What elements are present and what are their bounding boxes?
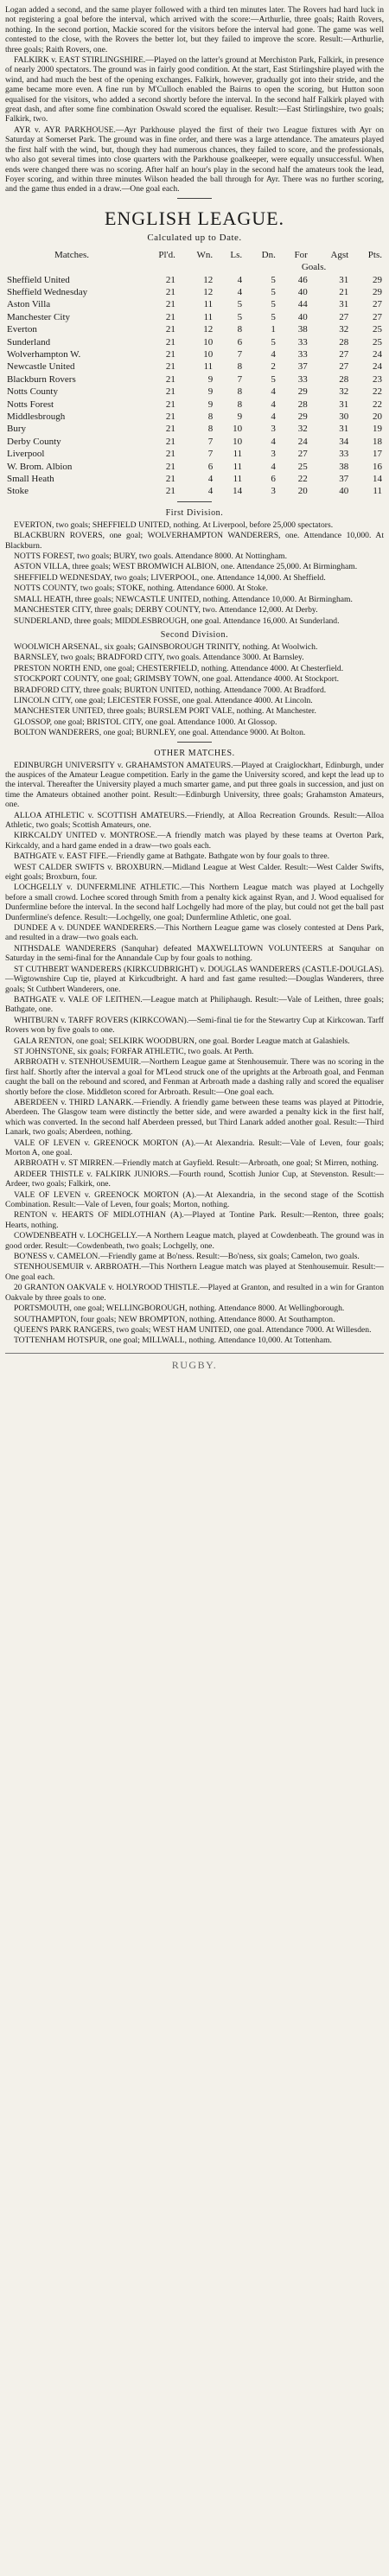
result-paragraph: EVERTON, two goals; SHEFFIELD UNITED, nothing. At Liverpool, before 25,000 spectators. xyxy=(14,520,334,530)
stat-cell: 5 xyxy=(271,274,276,285)
stat-cell: 38 xyxy=(297,324,308,335)
stat-cell: 30 xyxy=(339,411,349,422)
club-name: Everton xyxy=(7,324,37,335)
header-matches: Matches. xyxy=(54,249,89,260)
other-matches-reports xyxy=(5,761,384,1346)
table-row xyxy=(5,448,384,460)
result-paragraph: NOTTS FOREST, two goals; BURY, two goals. Attendance 8000. At Nottingham. xyxy=(14,552,287,562)
club-name: Sheffield Wednesday xyxy=(7,286,88,297)
stat-cell: 27 xyxy=(297,449,308,460)
result-paragraph: NITHSDALE WANDERERS (Sanquhar) defeated MAXWELLTOWN VOLUNTEERS at Sanquhar on Saturday in the semi-final for the Annandale Cup by four goals to nothing. xyxy=(5,943,384,964)
result-paragraph: LINCOLN CITY, one goal; LEICESTER FOSSE, one goal. Attendance 4000. At Lincoln. xyxy=(14,695,313,705)
stat-cell: 28 xyxy=(339,373,349,385)
result-paragraph: LOCHGELLY v. DUNFERMLINE ATHLETIC.—This Northern League match was played at Lochgelly before a small crowd. Lochee scored through Smith from a penalty kick against Ryan, and J. Wood equalised for Dunfermline before the interval. In the second half Lochgelly had more of the play, but could not get the ball past Dunfermline's defence. Result:—Lochgelly, one goal; Dunfermline Athletic, one goal. xyxy=(5,883,384,922)
stat-cell: 3 xyxy=(271,449,276,460)
stat-cell: 22 xyxy=(373,386,382,398)
result-paragraph: ASTON VILLA, three goals; WEST BROMWICH ALBION, one. Attendance 25,000. At Birmingham. xyxy=(14,562,358,572)
result-paragraph: SUNDERLAND, three goals; MIDDLESBROUGH, one goal. Attendance 16,000. At Sunderland. xyxy=(14,615,340,626)
stat-cell: 28 xyxy=(339,336,349,348)
stat-cell: 23 xyxy=(373,373,382,385)
stat-cell: 4 xyxy=(237,286,243,297)
stat-cell: 4 xyxy=(237,274,243,285)
league-header-row-goals xyxy=(5,261,384,273)
stat-cell: 8 xyxy=(237,386,243,398)
result-paragraph: MANCHESTER CITY, three goals; DERBY COUNTY, two. Attendance 12,000. At Derby. xyxy=(14,605,318,615)
result-paragraph: ST CUTHBERT WANDERERS (KIRKCUDBRIGHT) v. DOUGLAS WANDERERS (CASTLE-DOUGLAS).—Wigtownshire Cup tie, played at Kirkcudbright. A hard and fast game resulted:—Douglas Wanderers, three goals; St Cuthbert Wanderers, one. xyxy=(5,964,384,994)
intro-paragraph: FALKIRK v. EAST STIRLINGSHIRE.—Played on the latter's ground at Merchiston Park, Falkirk, in presence of nearly 2000 spectators. The ground was in fairly good condition. At the start, East Stirlingshire played with the wind, and had much the best of the opening exchanges. Falkirk, however, gradually got into their stride, and the game became more even. A fine run by M'Culloch enabled the Bairns to open the scoring, but Hutton soon equalised for the visitors, who added a second shortly before the interval. In the second half Falkirk played with great dash, and after some fine combination Oswald scored the equaliser. Result:—East Stirlingshire, two goals; Falkirk, two. xyxy=(5,55,384,124)
stat-cell: 29 xyxy=(297,386,308,398)
stat-cell: 11 xyxy=(373,486,382,497)
table-row xyxy=(5,298,384,310)
result-paragraph: KIRKCALDY UNITED v. MONTROSE.—A friendly match was played by these teams at Overton Park, Kirkcaldy, and a hard game ended in a draw—two goals each. xyxy=(5,831,384,851)
intro-paragraph: AYR v. AYR PARKHOUSE.—Ayr Parkhouse played the first of their two League fixtures with Ayr on Saturday at Somerset Park. The ground was in fine order, and there was a large attendance. The amateurs played the first half with the wind, but, though they had numerous chances, they failed to score, and the professionals, who also got several times into close quarters with the Parkhouse goalkeeper, were equally unsuccessful. When ends were changed there was no scoring. After half an hour's play in the second half the amateurs took the lead, Foyer scoring, and within three minutes Wilson headed the ball through for Ayr. There was no further scoring, and the game thus ended in a draw.—One goal each. xyxy=(5,124,384,194)
stat-cell: 10 xyxy=(233,436,243,447)
result-paragraph: BLACKBURN ROVERS, one goal; WOLVERHAMPTON WANDERERS, one. Attendance 10,000. At Blackburn. xyxy=(5,531,384,551)
stat-cell: 7 xyxy=(237,373,243,385)
stat-cell: 12 xyxy=(203,324,214,335)
stat-cell: 5 xyxy=(271,299,276,310)
club-name: Wolverhampton W. xyxy=(7,348,81,360)
result-paragraph: ALLOA ATHLETIC v. SCOTTISH AMATEURS.—Friendly, at Alloa Recreation Grounds. Result:—Alloa Athletic, two goals; Scottish Amateurs, one. xyxy=(5,810,384,830)
stat-cell: 10 xyxy=(233,424,243,435)
stat-cell: 6 xyxy=(237,336,243,348)
stat-cell: 37 xyxy=(297,361,308,373)
stat-cell: 33 xyxy=(339,449,349,460)
result-paragraph: VALE OF LEVEN v. GREENOCK MORTON (A).—At Alexandria, in the second stage of the Scottish Combination. Result:—Vale of Leven, four goals; Morton, nothing. xyxy=(5,1189,384,1210)
stat-cell: 8 xyxy=(207,411,214,422)
result-paragraph: BATHGATE v. VALE OF LEITHEN.—League match at Philiphaugh. Result:—Vale of Leithen, three goals; Bathgate, one. xyxy=(5,994,384,1015)
stat-cell: 21 xyxy=(165,274,175,285)
stat-cell: 11 xyxy=(233,449,243,460)
club-name: Aston Villa xyxy=(7,299,51,310)
intro-section xyxy=(5,5,384,194)
stat-cell: 21 xyxy=(165,311,175,322)
stat-cell: 4 xyxy=(271,461,276,472)
second-division-results xyxy=(5,642,384,738)
club-name: Sheffield United xyxy=(7,274,70,285)
result-paragraph: STOCKPORT COUNTY, one goal; GRIMSBY TOWN, one goal. Attendance 4000. At Stockport. xyxy=(14,674,340,685)
stat-cell: 27 xyxy=(339,311,349,322)
header-played: Pl'd. xyxy=(158,249,175,260)
stat-cell: 25 xyxy=(373,336,382,348)
stat-cell: 5 xyxy=(271,373,276,385)
stat-cell: 12 xyxy=(203,286,214,297)
intro-paragraph: Logan added a second, and the same player followed with a third ten minutes later. The Rovers had hard luck in not registering a goal before the interval, which arrived with the score:—Arthurlie, three goals; Raith Rovers, nothing. In the second portion, Mackie scored for the visitors before the interval had gone. The game was well contested to the close, with the Rovers the better lot, but they failed to improve the score. Result:—Arthurlie, three goals; Raith Rovers, one. xyxy=(5,5,384,54)
stat-cell: 37 xyxy=(339,474,349,485)
stat-cell: 21 xyxy=(165,336,175,348)
stat-cell: 20 xyxy=(297,486,308,497)
result-paragraph: SHEFFIELD WEDNESDAY, two goals; LIVERPOOL, one. Attendance 14,000. At Sheffield. xyxy=(14,572,326,583)
stat-cell: 21 xyxy=(165,424,175,435)
header-lost: Ls. xyxy=(230,249,243,260)
club-name: Notts County xyxy=(7,386,58,398)
table-row xyxy=(5,436,384,448)
stat-cell: 31 xyxy=(339,299,349,310)
stat-cell: 25 xyxy=(373,324,382,335)
stat-cell: 9 xyxy=(207,386,214,398)
stat-cell: 27 xyxy=(373,299,382,310)
header-won: Wn. xyxy=(196,249,214,260)
result-paragraph: ARBROATH v. ST MIRREN.—Friendly match at Gayfield. Result:—Arbroath, one goal; St Mirren, nothing. xyxy=(14,1158,379,1169)
result-paragraph: ABERDEEN v. THIRD LANARK.—Friendly. A friendly game between these teams was played at Pittodrie, Aberdeen. The Glasgow team were distinctly the better side, and were awarded a penalty kick in the first half, which was converted. In the second half Aberdeen pressed, but Third Lanark added another goal. Result:—Third Lanark, two goals; Aberdeen, nothing. xyxy=(5,1097,384,1138)
table-row xyxy=(5,485,384,497)
stat-cell: 21 xyxy=(165,286,175,297)
result-paragraph: BRADFORD CITY, three goals; BURTON UNITED, nothing. Attendance 7000. At Bradford. xyxy=(14,685,327,695)
stat-cell: 14 xyxy=(373,474,382,485)
header-for: For xyxy=(294,249,308,260)
club-name: Manchester City xyxy=(7,311,71,322)
stat-cell: 28 xyxy=(297,399,308,410)
stat-cell: 5 xyxy=(271,286,276,297)
result-paragraph: RENTON v. HEARTS OF MIDLOTHIAN (A).—Played at Tontine Park. Result:—Renton, three goals; Hearts, nothing. xyxy=(5,1210,384,1230)
stat-cell: 7 xyxy=(237,348,243,360)
table-row xyxy=(5,386,384,398)
stat-cell: 24 xyxy=(297,436,308,447)
header-drawn: Dn. xyxy=(261,249,276,260)
result-paragraph: COWDENBEATH v. LOCHGELLY.—A Northern League match, played at Cowdenbeath. The ground was in good order. Result:—Cowdenbeath, two goals; Lochgelly, one. xyxy=(5,1231,384,1251)
result-paragraph: BATHGATE v. EAST FIFE.—Friendly game at Bathgate. Bathgate won by four goals to three. xyxy=(14,851,330,862)
club-name: Sunderland xyxy=(7,336,51,348)
league-title: ENGLISH LEAGUE. xyxy=(104,207,285,229)
stat-cell: 38 xyxy=(339,461,349,472)
result-paragraph: 20 GRANTON OAKVALE v. HOLYROOD THISTLE.—Played at Granton, and resulted in a win for Granton Oakvale by three goals to one. xyxy=(5,1283,384,1303)
stat-cell: 8 xyxy=(237,399,243,410)
league-header-row xyxy=(5,249,384,261)
stat-cell: 22 xyxy=(297,474,308,485)
header-goals: Goals. xyxy=(301,262,327,273)
stat-cell: 4 xyxy=(271,386,276,398)
stat-cell: 21 xyxy=(165,324,175,335)
table-row xyxy=(5,311,384,323)
club-name: Derby County xyxy=(7,436,61,447)
club-name: Blackburn Rovers xyxy=(7,373,76,385)
stat-cell: 1 xyxy=(271,324,276,335)
stat-cell: 21 xyxy=(165,386,175,398)
club-name: Bury xyxy=(7,424,26,435)
stat-cell: 21 xyxy=(165,449,175,460)
result-paragraph: TOTTENHAM HOTSPUR, one goal; MILLWALL, nothing. Attendance 10,000. At Tottenham. xyxy=(14,1336,332,1346)
stat-cell: 12 xyxy=(203,274,214,285)
stat-cell: 34 xyxy=(339,436,349,447)
second-division-heading: Second Division. xyxy=(160,629,229,640)
stat-cell: 40 xyxy=(297,311,308,322)
stat-cell: 32 xyxy=(297,424,308,435)
stat-cell: 4 xyxy=(271,348,276,360)
header-against: Agst xyxy=(330,249,349,260)
stat-cell: 3 xyxy=(271,486,276,497)
stat-cell: 11 xyxy=(203,311,214,322)
section-divider xyxy=(177,501,212,502)
first-division-heading: First Division. xyxy=(165,507,224,518)
stat-cell: 16 xyxy=(373,461,382,472)
result-paragraph: WOOLWICH ARSENAL, six goals; GAINSBOROUGH TRINITY, nothing. At Woolwich. xyxy=(14,641,318,652)
table-row xyxy=(5,423,384,435)
rugby-heading: RUGBY. xyxy=(171,1358,218,1371)
club-name: Stoke xyxy=(7,486,29,497)
section-divider xyxy=(177,742,212,743)
stat-cell: 27 xyxy=(339,361,349,373)
stat-cell: 22 xyxy=(373,399,382,410)
stat-cell: 7 xyxy=(207,436,214,447)
stat-cell: 9 xyxy=(207,373,214,385)
result-paragraph: EDINBURGH UNIVERSITY v. GRAHAMSTON AMATEURS.—Played at Craiglockhart, Edinburgh, under the auspices of the Amateur League competition. Early in the game the University scored, and kept the lead up to the interval. Thereafter the University played a much smarter game, and put three goals in succession, and just on time the Amateurs obtained another point. Result:—Edinburgh University, three goals; Grahamston Amateurs, one. xyxy=(5,760,384,810)
result-paragraph: BARNSLEY, two goals; BRADFORD CITY, two goals. Attendance 3000. At Barnsley. xyxy=(14,653,304,663)
stat-cell: 21 xyxy=(165,373,175,385)
table-row xyxy=(5,461,384,473)
stat-cell: 29 xyxy=(297,411,308,422)
stat-cell: 2 xyxy=(271,361,276,373)
header-points: Pts. xyxy=(367,249,382,260)
result-paragraph: VALE OF LEVEN v. GREENOCK MORTON (A).—At Alexandria. Result:—Vale of Leven, four goals; Morton A, one goal. xyxy=(5,1138,384,1157)
stat-cell: 7 xyxy=(207,449,214,460)
club-name: W. Brom. Albion xyxy=(7,461,73,472)
other-matches-heading: OTHER MATCHES. xyxy=(154,748,235,758)
table-row xyxy=(5,323,384,335)
club-name: Notts Forest xyxy=(7,399,54,410)
table-row xyxy=(5,399,384,411)
stat-cell: 21 xyxy=(165,348,175,360)
stat-cell: 27 xyxy=(373,311,382,322)
stat-cell: 11 xyxy=(203,361,214,373)
league-table xyxy=(5,249,384,498)
stat-cell: 20 xyxy=(373,411,382,422)
stat-cell: 9 xyxy=(207,399,214,410)
table-row xyxy=(5,360,384,373)
stat-cell: 18 xyxy=(373,436,382,447)
result-paragraph: WEST CALDER SWIFTS v. BROXBURN.—Midland League at West Calder. Result:—West Calder Swifts, eight goals; Broxburn, four. xyxy=(5,862,384,883)
result-paragraph: SMALL HEATH, three goals; NEWCASTLE UNITED, nothing. Attendance 10,000. At Birmingham. xyxy=(14,594,353,604)
result-paragraph: GLOSSOP, one goal; BRISTOL CITY, one goal. Attendance 1000. At Glossop. xyxy=(14,717,277,727)
stat-cell: 6 xyxy=(207,461,214,472)
stat-cell: 4 xyxy=(271,399,276,410)
stat-cell: 9 xyxy=(237,411,243,422)
table-row xyxy=(5,411,384,423)
table-row xyxy=(5,274,384,286)
stat-cell: 21 xyxy=(339,286,349,297)
section-divider xyxy=(5,1353,384,1354)
stat-cell: 5 xyxy=(271,336,276,348)
stat-cell: 4 xyxy=(207,474,214,485)
stat-cell: 14 xyxy=(233,486,243,497)
stat-cell: 5 xyxy=(237,299,243,310)
stat-cell: 31 xyxy=(339,424,349,435)
stat-cell: 5 xyxy=(271,311,276,322)
result-paragraph: PORTSMOUTH, one goal; WELLINGBOROUGH, nothing. Attendance 8000. At Wellingborough. xyxy=(14,1304,345,1314)
stat-cell: 11 xyxy=(233,461,243,472)
stat-cell: 46 xyxy=(297,274,308,285)
stat-cell: 29 xyxy=(373,274,382,285)
club-name: Small Heath xyxy=(7,474,54,485)
result-paragraph: MANCHESTER UNITED, three goals; BURSLEM PORT VALE, nothing. At Manchester. xyxy=(14,706,316,717)
stat-cell: 32 xyxy=(339,324,349,335)
stat-cell: 3 xyxy=(271,424,276,435)
stat-cell: 4 xyxy=(271,436,276,447)
stat-cell: 21 xyxy=(165,411,175,422)
stat-cell: 32 xyxy=(339,386,349,398)
stat-cell: 11 xyxy=(203,299,214,310)
club-name: Liverpool xyxy=(7,449,45,460)
result-paragraph: QUEEN'S PARK RANGERS, two goals; WEST HAM UNITED, one goal. Attendance 7000. At Willesden. xyxy=(14,1324,372,1335)
stat-cell: 33 xyxy=(297,348,308,360)
table-row xyxy=(5,336,384,348)
stat-cell: 33 xyxy=(297,336,308,348)
stat-cell: 11 xyxy=(233,474,243,485)
stat-cell: 8 xyxy=(237,324,243,335)
stat-cell: 21 xyxy=(165,436,175,447)
stat-cell: 21 xyxy=(165,474,175,485)
club-name: Middlesbrough xyxy=(7,411,66,422)
stat-cell: 24 xyxy=(373,348,382,360)
stat-cell: 21 xyxy=(165,299,175,310)
table-row xyxy=(5,373,384,386)
result-paragraph: DUNDEE A v. DUNDEE WANDERERS.—This Northern League game was closely contested at Dens Park, and resulted in a draw—two goals each. xyxy=(5,923,384,943)
table-row xyxy=(5,348,384,360)
stat-cell: 17 xyxy=(373,449,382,460)
stat-cell: 19 xyxy=(373,424,382,435)
result-paragraph: WHITBURN v. TARFF ROVERS (KIRKCOWAN).—Semi-final tie for the Stewartry Cup at Kirkcowan. Tarff Rovers won by five goals to one. xyxy=(5,1015,384,1036)
stat-cell: 29 xyxy=(373,286,382,297)
result-paragraph: GALA RENTON, one goal; SELKIRK WOODBURN, one goal. Border League match at Galashiels. xyxy=(14,1036,350,1046)
stat-cell: 24 xyxy=(373,361,382,373)
result-paragraph: STENHOUSEMUIR v. ARBROATH.—This Northern League match was played at Stenhousemuir. Result:—One goal each. xyxy=(5,1262,384,1282)
stat-cell: 8 xyxy=(207,424,214,435)
result-paragraph: BO'NESS v. CAMELON.—Friendly game at Bo'ness. Result:—Bo'ness, six goals; Camelon, two goals. xyxy=(14,1252,360,1262)
table-row xyxy=(5,286,384,298)
stat-cell: 25 xyxy=(297,461,308,472)
result-paragraph: SOUTHAMPTON, four goals; NEW BROMPTON, nothing. Attendance 8000. At Southampton. xyxy=(14,1314,335,1324)
result-paragraph: NOTTS COUNTY, two goals; STOKE, nothing. Attendance 6000. At Stoke. xyxy=(14,583,268,594)
first-division-results xyxy=(5,520,384,626)
stat-cell: 21 xyxy=(165,399,175,410)
stat-cell: 5 xyxy=(237,311,243,322)
stat-cell: 40 xyxy=(297,286,308,297)
result-paragraph: ST JOHNSTONE, six goals; FORFAR ATHLETIC, two goals. At Perth. xyxy=(14,1046,254,1056)
stat-cell: 4 xyxy=(207,486,214,497)
stat-cell: 21 xyxy=(165,361,175,373)
stat-cell: 31 xyxy=(339,274,349,285)
stat-cell: 21 xyxy=(165,461,175,472)
result-paragraph: BOLTON WANDERERS, one goal; BURNLEY, one goal. Attendance 9000. At Bolton. xyxy=(14,728,306,738)
stat-cell: 21 xyxy=(165,486,175,497)
result-paragraph: ARDEER THISTLE v. FALKIRK JUNIORS.—Fourth round, Scottish Junior Cup, at Stevenston. Result:—Ardeer, two goals; Falkirk, one. xyxy=(5,1169,384,1189)
club-name: Newcastle United xyxy=(7,361,75,373)
league-table-body xyxy=(5,274,384,498)
stat-cell: 4 xyxy=(271,411,276,422)
stat-cell: 31 xyxy=(339,399,349,410)
league-subtitle: Calculated up to Date. xyxy=(147,232,242,243)
table-row xyxy=(5,473,384,485)
stat-cell: 10 xyxy=(203,336,214,348)
stat-cell: 27 xyxy=(339,348,349,360)
stat-cell: 44 xyxy=(297,299,308,310)
result-paragraph: PRESTON NORTH END, one goal; CHESTERFIELD, nothing. Attendance 4000. At Chesterfield. xyxy=(14,663,344,673)
stat-cell: 10 xyxy=(203,348,214,360)
stat-cell: 6 xyxy=(271,474,276,485)
section-divider xyxy=(177,198,212,199)
stat-cell: 8 xyxy=(237,361,243,373)
stat-cell: 33 xyxy=(297,373,308,385)
result-paragraph: ARBROATH v. STENHOUSEMUIR.—Northern League game at Stenhousemuir. There was no scoring in the first half. Shortly after the interval a goal for M'Leod struck one of the uprights at the Arbroath goal, and Fenman caught the ball on the rebound and scored, and Fenman at Arbroath made a dashing rally and scored the equaliser shortly before the close. Middleton scored for Arbroath. Result:—One goal each. xyxy=(5,1057,384,1097)
stat-cell: 40 xyxy=(339,486,349,497)
